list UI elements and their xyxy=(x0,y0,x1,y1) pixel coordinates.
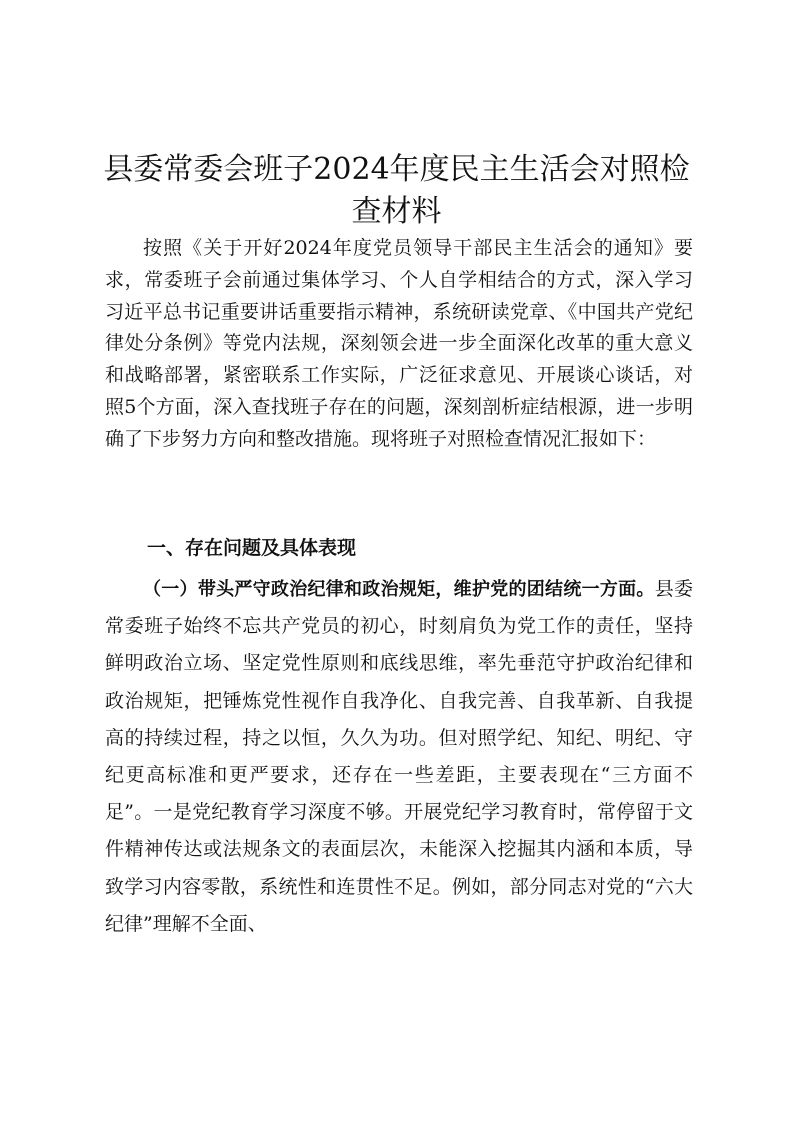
intro-paragraph: 按照《关于开好2024年度党员领导干部民主生活会的通知》要求，常委班子会前通过集体学习、个人自学相结合的方式，深入学习习近平总书记重要讲话重要指示精神，系统研读党章、《中国共产党纪律处分条例》等党内法规，深刻领会进一步全面深化改革的重大意义和战略部署，紧密联系工作实际，广泛征求意见、开展谈心谈话，对照5个方面，深入查找班子存在的问题，深刻剖析症结根源，进一步明确了下步努力方向和整改措施。现将班子对照检查情况汇报如下： xyxy=(105,237,693,450)
section-heading-1: 一、存在问题及具体表现 xyxy=(147,537,357,559)
subsection-1-paragraph xyxy=(105,571,693,943)
subsection-1-heading: （一）带头严守政治纪律和政治规矩，维护党的团结统一方面。 xyxy=(143,579,655,600)
document-title-line2: 查材料 xyxy=(351,194,442,229)
document-title-line1: 县委常委会班子2024年度民主生活会对照检 xyxy=(103,152,690,187)
subsection-1-body: 县委常委班子始终不忘共产党员的初心，时刻肩负为党工作的责任，坚持鲜明政治立场、坚定党性原则和底线思维，率先垂范守护政治纪律和政治规矩，把锤炼党性视作自我净化、自我完善、自我革新、自我提高的持续过程，持之以恒，久久为功。但对照学纪、知纪、明纪、守纪更高标准和更严要求，还存在一些差距，主要表现在“三方面不足”。一是党纪教育学习深度不够。开展党纪学习教育时，常停留于文件精神传达或法规条文的表面层次，未能深入挖掘其内涵和本质，导致学习内容零散，系统性和连贯性不足。例如，部分同志对党的“六大纪律”理解不全面、 xyxy=(105,578,693,935)
intro-paragraph-block xyxy=(105,233,693,456)
